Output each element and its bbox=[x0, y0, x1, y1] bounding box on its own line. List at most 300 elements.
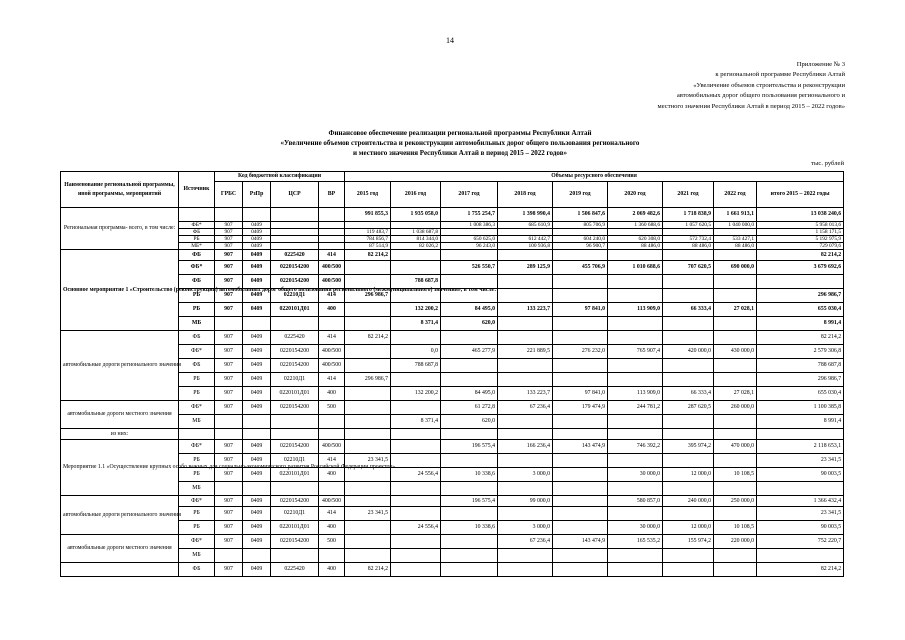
csr-cell: 0220101Д01 bbox=[271, 387, 319, 401]
vr-cell: 414 bbox=[319, 250, 345, 261]
year-value-cell bbox=[608, 507, 663, 521]
year-value-cell: 133 223,7 bbox=[498, 387, 553, 401]
rzpr-cell: 0409 bbox=[243, 440, 271, 454]
year-value-cell bbox=[663, 415, 714, 429]
table-row bbox=[61, 250, 844, 261]
rzpr-cell bbox=[243, 415, 271, 429]
header-year: 2015 год bbox=[345, 182, 391, 208]
year-value-cell bbox=[498, 289, 553, 303]
year-value-cell bbox=[391, 496, 441, 507]
vr-cell bbox=[319, 229, 345, 236]
table-row bbox=[61, 243, 844, 250]
header-csr: ЦСР bbox=[271, 182, 319, 208]
rzpr-cell: 0409 bbox=[243, 236, 271, 243]
rzpr-cell: 0409 bbox=[243, 496, 271, 507]
year-value-cell: 685 610,9 bbox=[498, 222, 553, 229]
header-volumes: Объемы ресурсного обеспечения bbox=[345, 172, 844, 182]
rzpr-cell: 0409 bbox=[243, 331, 271, 345]
table-row bbox=[61, 563, 844, 577]
grbs-cell: 907 bbox=[215, 440, 243, 454]
csr-cell bbox=[271, 236, 319, 243]
empty-cell bbox=[498, 429, 553, 440]
year-value-cell bbox=[714, 454, 757, 468]
vr-cell bbox=[319, 236, 345, 243]
year-value-cell bbox=[345, 222, 391, 229]
vr-cell: 500 bbox=[319, 401, 345, 415]
year-value-cell: 690 000,0 bbox=[714, 261, 757, 275]
year-value-cell: 455 706,9 bbox=[553, 261, 608, 275]
grbs-cell: 907 bbox=[215, 373, 243, 387]
table-row bbox=[61, 440, 844, 454]
source-cell: РБ bbox=[179, 373, 215, 387]
year-value-cell: 991 855,3 bbox=[345, 208, 391, 222]
year-value-cell bbox=[714, 359, 757, 373]
year-value-cell bbox=[498, 454, 553, 468]
source-cell: РБ bbox=[179, 289, 215, 303]
grbs-cell: 907 bbox=[215, 387, 243, 401]
total-cell: 729 079,6 bbox=[757, 243, 844, 250]
source-cell: ФБ bbox=[179, 250, 215, 261]
year-value-cell bbox=[345, 521, 391, 535]
year-value-cell: 61 272,8 bbox=[441, 401, 498, 415]
vr-cell: 414 bbox=[319, 507, 345, 521]
year-value-cell: 8 371,4 bbox=[391, 415, 441, 429]
total-cell bbox=[757, 275, 844, 289]
year-value-cell bbox=[714, 415, 757, 429]
total-cell: 3 679 692,6 bbox=[757, 261, 844, 275]
year-value-cell: 67 236,4 bbox=[498, 535, 553, 549]
vr-cell bbox=[319, 243, 345, 250]
total-cell: 5 192 975,9 bbox=[757, 236, 844, 243]
year-value-cell bbox=[345, 387, 391, 401]
vr-cell: 400 bbox=[319, 563, 345, 577]
table-row bbox=[61, 373, 844, 387]
year-value-cell bbox=[663, 289, 714, 303]
rzpr-cell: 0409 bbox=[243, 261, 271, 275]
rzpr-cell bbox=[243, 482, 271, 496]
year-value-cell: 420 000,0 bbox=[663, 345, 714, 359]
year-value-cell bbox=[391, 250, 441, 261]
source-cell: ФБ* bbox=[179, 496, 215, 507]
year-value-cell bbox=[608, 275, 663, 289]
source-cell: ФБ bbox=[179, 563, 215, 577]
csr-cell: 0225420 bbox=[271, 250, 319, 261]
row-label: Мероприятие 1.1 «Осуществление крупных особо важных для социально-экономического развития Российской Федерации проектов» bbox=[61, 440, 179, 496]
year-value-cell: 88 486,0 bbox=[714, 243, 757, 250]
csr-cell bbox=[271, 229, 319, 236]
rzpr-cell: 0409 bbox=[243, 359, 271, 373]
grbs-cell: 907 bbox=[215, 345, 243, 359]
year-value-cell: 119 483,7 bbox=[345, 229, 391, 236]
grbs-cell bbox=[215, 208, 243, 222]
source-cell: РБ bbox=[179, 507, 215, 521]
source-cell: РБ bbox=[179, 387, 215, 401]
year-value-cell: 784 856,7 bbox=[345, 236, 391, 243]
empty-cell bbox=[608, 429, 663, 440]
vr-cell: 414 bbox=[319, 331, 345, 345]
year-value-cell bbox=[498, 331, 553, 345]
csr-cell: 0220154200 bbox=[271, 401, 319, 415]
vr-cell: 400/500 bbox=[319, 261, 345, 275]
year-value-cell: 23 341,5 bbox=[345, 454, 391, 468]
vr-cell: 400 bbox=[319, 303, 345, 317]
empty-cell bbox=[391, 429, 441, 440]
source-cell: РБ bbox=[179, 521, 215, 535]
year-value-cell: 132 200,2 bbox=[391, 303, 441, 317]
year-value-cell bbox=[391, 401, 441, 415]
year-value-cell bbox=[391, 261, 441, 275]
year-value-cell bbox=[553, 468, 608, 482]
year-value-cell bbox=[345, 482, 391, 496]
grbs-cell: 907 bbox=[215, 454, 243, 468]
year-value-cell bbox=[553, 496, 608, 507]
year-value-cell: 24 556,4 bbox=[391, 468, 441, 482]
year-value-cell bbox=[608, 289, 663, 303]
grbs-cell bbox=[215, 317, 243, 331]
year-value-cell bbox=[663, 250, 714, 261]
vr-cell bbox=[319, 222, 345, 229]
header-year: 2018 год bbox=[498, 182, 553, 208]
total-cell: 655 030,4 bbox=[757, 387, 844, 401]
year-value-cell bbox=[391, 535, 441, 549]
year-value-cell: 3 000,0 bbox=[498, 468, 553, 482]
source-cell: РБ bbox=[179, 236, 215, 243]
total-cell: 90 003,5 bbox=[757, 521, 844, 535]
rzpr-cell: 0409 bbox=[243, 507, 271, 521]
year-value-cell bbox=[345, 401, 391, 415]
year-value-cell: 66 333,4 bbox=[663, 387, 714, 401]
row-label: из них: bbox=[61, 429, 179, 440]
year-value-cell bbox=[553, 549, 608, 563]
year-value-cell: 220 000,0 bbox=[714, 535, 757, 549]
year-value-cell: 82 214,2 bbox=[345, 331, 391, 345]
source-cell: МБ bbox=[179, 415, 215, 429]
appendix-line: Приложение № 3 bbox=[796, 61, 845, 68]
year-value-cell bbox=[663, 482, 714, 496]
rzpr-cell: 0409 bbox=[243, 454, 271, 468]
year-value-cell bbox=[714, 275, 757, 289]
year-value-cell bbox=[391, 440, 441, 454]
table-row bbox=[61, 261, 844, 275]
total-cell: 1 366 432,4 bbox=[757, 496, 844, 507]
table-row bbox=[61, 345, 844, 359]
vr-cell bbox=[319, 482, 345, 496]
row-label: автомобильные дороги регионального значения bbox=[61, 496, 179, 535]
year-value-cell: 143 474,9 bbox=[553, 440, 608, 454]
year-value-cell bbox=[608, 415, 663, 429]
source-cell: МБ bbox=[179, 317, 215, 331]
csr-cell: 0220154200 bbox=[271, 359, 319, 373]
year-value-cell bbox=[663, 229, 714, 236]
row-label: Основное мероприятие 1 «Строительство (реконструкция) автомобильных дорог общего пользования регионального (межмуниципального) значения», в том числе: bbox=[61, 250, 179, 331]
table-row bbox=[61, 236, 844, 243]
year-value-cell: 1 718 838,9 bbox=[663, 208, 714, 222]
grbs-cell: 907 bbox=[215, 535, 243, 549]
year-value-cell bbox=[553, 521, 608, 535]
year-value-cell: 289 125,9 bbox=[498, 261, 553, 275]
total-cell: 296 986,7 bbox=[757, 289, 844, 303]
header-year: 2020 год bbox=[608, 182, 663, 208]
grbs-cell: 907 bbox=[215, 303, 243, 317]
year-value-cell bbox=[391, 549, 441, 563]
year-value-cell bbox=[553, 317, 608, 331]
year-value-cell: 1 398 990,4 bbox=[498, 208, 553, 222]
grbs-cell: 907 bbox=[215, 229, 243, 236]
rzpr-cell: 0409 bbox=[243, 387, 271, 401]
year-value-cell bbox=[345, 496, 391, 507]
table-row bbox=[61, 496, 844, 507]
table-row bbox=[61, 317, 844, 331]
year-value-cell bbox=[498, 415, 553, 429]
total-cell: 82 214,2 bbox=[757, 331, 844, 345]
year-value-cell bbox=[553, 507, 608, 521]
year-value-cell bbox=[498, 373, 553, 387]
source-cell: ФБ* bbox=[179, 345, 215, 359]
year-value-cell: 788 687,8 bbox=[391, 359, 441, 373]
year-value-cell: 1 755 254,7 bbox=[441, 208, 498, 222]
total-cell: 8 991,4 bbox=[757, 415, 844, 429]
source-cell: РБ bbox=[179, 454, 215, 468]
year-value-cell bbox=[663, 331, 714, 345]
csr-cell bbox=[271, 317, 319, 331]
rzpr-cell: 0409 bbox=[243, 535, 271, 549]
year-value-cell: 66 333,4 bbox=[663, 303, 714, 317]
year-value-cell: 572 732,4 bbox=[663, 236, 714, 243]
rzpr-cell: 0409 bbox=[243, 468, 271, 482]
grbs-cell: 907 bbox=[215, 521, 243, 535]
year-value-cell: 87 514,9 bbox=[345, 243, 391, 250]
vr-cell: 400/500 bbox=[319, 359, 345, 373]
year-value-cell bbox=[345, 317, 391, 331]
year-value-cell bbox=[498, 317, 553, 331]
source-cell: МБ* bbox=[179, 243, 215, 250]
title-line: и местного значения Республики Алтай в период 2015 – 2022 годов» bbox=[352, 149, 567, 158]
year-value-cell: 3 000,0 bbox=[498, 521, 553, 535]
header-year: 2021 год bbox=[663, 182, 714, 208]
financing-table bbox=[60, 171, 844, 577]
year-value-cell: 1 057 620,5 bbox=[663, 222, 714, 229]
year-value-cell: 465 277,9 bbox=[441, 345, 498, 359]
year-value-cell bbox=[498, 275, 553, 289]
year-value-cell bbox=[608, 454, 663, 468]
vr-cell bbox=[319, 208, 345, 222]
year-value-cell: 276 232,0 bbox=[553, 345, 608, 359]
vr-cell: 400/500 bbox=[319, 275, 345, 289]
year-value-cell bbox=[345, 415, 391, 429]
year-value-cell: 82 214,2 bbox=[345, 250, 391, 261]
year-value-cell bbox=[391, 482, 441, 496]
vr-cell: 414 bbox=[319, 289, 345, 303]
total-cell bbox=[757, 482, 844, 496]
year-value-cell bbox=[441, 331, 498, 345]
vr-cell: 414 bbox=[319, 454, 345, 468]
year-value-cell bbox=[498, 482, 553, 496]
year-value-cell: 88 486,0 bbox=[663, 243, 714, 250]
year-value-cell bbox=[608, 229, 663, 236]
year-value-cell: 746 392,2 bbox=[608, 440, 663, 454]
total-cell: 23 341,5 bbox=[757, 454, 844, 468]
header-name: Наименование региональной программы, иной программы, мероприятий bbox=[61, 172, 179, 208]
rzpr-cell: 0409 bbox=[243, 243, 271, 250]
year-value-cell: 287 620,5 bbox=[663, 401, 714, 415]
year-value-cell: 1 661 913,1 bbox=[714, 208, 757, 222]
source-cell: ФБ bbox=[179, 229, 215, 236]
year-value-cell bbox=[663, 317, 714, 331]
csr-cell bbox=[271, 243, 319, 250]
year-value-cell bbox=[553, 229, 608, 236]
grbs-cell: 907 bbox=[215, 507, 243, 521]
year-value-cell: 82 026,2 bbox=[391, 243, 441, 250]
source-cell: ФБ* bbox=[179, 535, 215, 549]
year-value-cell bbox=[345, 303, 391, 317]
year-value-cell bbox=[553, 415, 608, 429]
year-value-cell bbox=[345, 261, 391, 275]
row-label: Региональная программа- всего, в том числе: bbox=[61, 208, 179, 250]
year-value-cell: 470 000,0 bbox=[714, 440, 757, 454]
page-number: 14 bbox=[446, 36, 454, 45]
header-grbs: ГРБС bbox=[215, 182, 243, 208]
row-label: автомобильные дороги местного значения bbox=[61, 535, 179, 563]
year-value-cell: 1 010 688,6 bbox=[608, 261, 663, 275]
year-value-cell bbox=[608, 359, 663, 373]
year-value-cell: 132 200,2 bbox=[391, 387, 441, 401]
appendix-line: «Увеличение объемов строительства и реконструкции bbox=[693, 81, 845, 89]
year-value-cell: 296 986,7 bbox=[345, 289, 391, 303]
year-value-cell bbox=[714, 289, 757, 303]
year-value-cell: 1 506 847,6 bbox=[553, 208, 608, 222]
year-value-cell bbox=[608, 331, 663, 345]
header-kbk: Код бюджетной классификации bbox=[215, 172, 345, 182]
total-cell: 2 118 653,1 bbox=[757, 440, 844, 454]
grbs-cell: 907 bbox=[215, 468, 243, 482]
grbs-cell: 907 bbox=[215, 250, 243, 261]
source-cell: ФБ* bbox=[179, 261, 215, 275]
grbs-cell: 907 bbox=[215, 222, 243, 229]
year-value-cell bbox=[345, 359, 391, 373]
year-value-cell: 2 069 482,6 bbox=[608, 208, 663, 222]
year-value-cell bbox=[441, 507, 498, 521]
year-value-cell bbox=[441, 359, 498, 373]
csr-cell: 02210Д1 bbox=[271, 454, 319, 468]
table-row bbox=[61, 535, 844, 549]
rzpr-cell: 0409 bbox=[243, 563, 271, 577]
empty-cell bbox=[179, 429, 215, 440]
year-value-cell bbox=[498, 229, 553, 236]
csr-cell bbox=[271, 415, 319, 429]
grbs-cell: 907 bbox=[215, 496, 243, 507]
year-value-cell: 30 000,0 bbox=[608, 521, 663, 535]
year-value-cell: 143 474,9 bbox=[553, 535, 608, 549]
year-value-cell bbox=[391, 222, 441, 229]
year-value-cell bbox=[663, 549, 714, 563]
year-value-cell bbox=[714, 549, 757, 563]
grbs-cell: 907 bbox=[215, 236, 243, 243]
year-value-cell bbox=[608, 250, 663, 261]
csr-cell: 0220154200 bbox=[271, 261, 319, 275]
year-value-cell bbox=[553, 250, 608, 261]
year-value-cell bbox=[714, 229, 757, 236]
csr-cell: 0220154200 bbox=[271, 440, 319, 454]
grbs-cell: 907 bbox=[215, 275, 243, 289]
year-value-cell: 96 243,0 bbox=[441, 243, 498, 250]
grbs-cell bbox=[215, 482, 243, 496]
year-value-cell: 99 000,0 bbox=[498, 496, 553, 507]
empty-cell bbox=[553, 429, 608, 440]
source-cell: РБ bbox=[179, 468, 215, 482]
year-value-cell: 100 936,8 bbox=[498, 243, 553, 250]
year-value-cell bbox=[714, 250, 757, 261]
year-value-cell: 23 341,5 bbox=[345, 507, 391, 521]
grbs-cell: 907 bbox=[215, 289, 243, 303]
csr-cell bbox=[271, 549, 319, 563]
total-cell: 1 100 385,8 bbox=[757, 401, 844, 415]
year-value-cell: 526 550,7 bbox=[441, 261, 498, 275]
total-cell: 788 687,8 bbox=[757, 359, 844, 373]
year-value-cell bbox=[553, 275, 608, 289]
grbs-cell: 907 bbox=[215, 261, 243, 275]
table-row bbox=[61, 303, 844, 317]
grbs-cell: 907 bbox=[215, 359, 243, 373]
year-value-cell bbox=[608, 317, 663, 331]
appendix-line: автомобильных дорог общего пользования регионального и bbox=[676, 92, 845, 100]
year-value-cell: 24 556,4 bbox=[391, 521, 441, 535]
total-cell: 82 214,2 bbox=[757, 563, 844, 577]
vr-cell bbox=[319, 549, 345, 563]
header-source: Источник bbox=[179, 172, 215, 208]
year-value-cell bbox=[498, 359, 553, 373]
total-cell: 23 341,5 bbox=[757, 507, 844, 521]
total-cell: 752 220,7 bbox=[757, 535, 844, 549]
rzpr-cell: 0409 bbox=[243, 289, 271, 303]
source-cell: ФБ bbox=[179, 275, 215, 289]
year-value-cell: 707 620,5 bbox=[663, 261, 714, 275]
year-value-cell: 0,0 bbox=[391, 345, 441, 359]
csr-cell: 02210Д1 bbox=[271, 289, 319, 303]
year-value-cell bbox=[391, 507, 441, 521]
title-line: Финансовое обеспечение реализации региональной программы Республики Алтай bbox=[328, 129, 592, 137]
csr-cell: 0220101Д01 bbox=[271, 303, 319, 317]
row-label: автомобильные дороги местного значения bbox=[61, 401, 179, 429]
year-value-cell: 620 308,0 bbox=[608, 236, 663, 243]
year-value-cell: 155 974,2 bbox=[663, 535, 714, 549]
source-cell: ФБ* bbox=[179, 401, 215, 415]
appendix-line: местного значения Республики Алтай в период 2015 – 2022 годов» bbox=[657, 102, 845, 110]
table-row bbox=[61, 415, 844, 429]
rzpr-cell bbox=[243, 317, 271, 331]
table-row bbox=[61, 229, 844, 236]
year-value-cell: 765 907,4 bbox=[608, 345, 663, 359]
header-vr: ВР bbox=[319, 182, 345, 208]
header-year: 2022 год bbox=[714, 182, 757, 208]
rzpr-cell: 0409 bbox=[243, 345, 271, 359]
row-label-empty bbox=[61, 563, 179, 577]
year-value-cell bbox=[714, 507, 757, 521]
vr-cell: 400/500 bbox=[319, 496, 345, 507]
grbs-cell: 907 bbox=[215, 243, 243, 250]
source-cell: ФБ bbox=[179, 331, 215, 345]
header-year: 2019 год bbox=[553, 182, 608, 208]
csr-cell bbox=[271, 222, 319, 229]
csr-cell: 0225420 bbox=[271, 331, 319, 345]
csr-cell: 0225420 bbox=[271, 563, 319, 577]
source-cell: МБ bbox=[179, 482, 215, 496]
year-value-cell bbox=[441, 229, 498, 236]
year-value-cell: 165 535,2 bbox=[608, 535, 663, 549]
rzpr-cell bbox=[243, 549, 271, 563]
grbs-cell: 907 bbox=[215, 563, 243, 577]
year-value-cell: 260 000,0 bbox=[714, 401, 757, 415]
year-value-cell: 10 108,5 bbox=[714, 468, 757, 482]
